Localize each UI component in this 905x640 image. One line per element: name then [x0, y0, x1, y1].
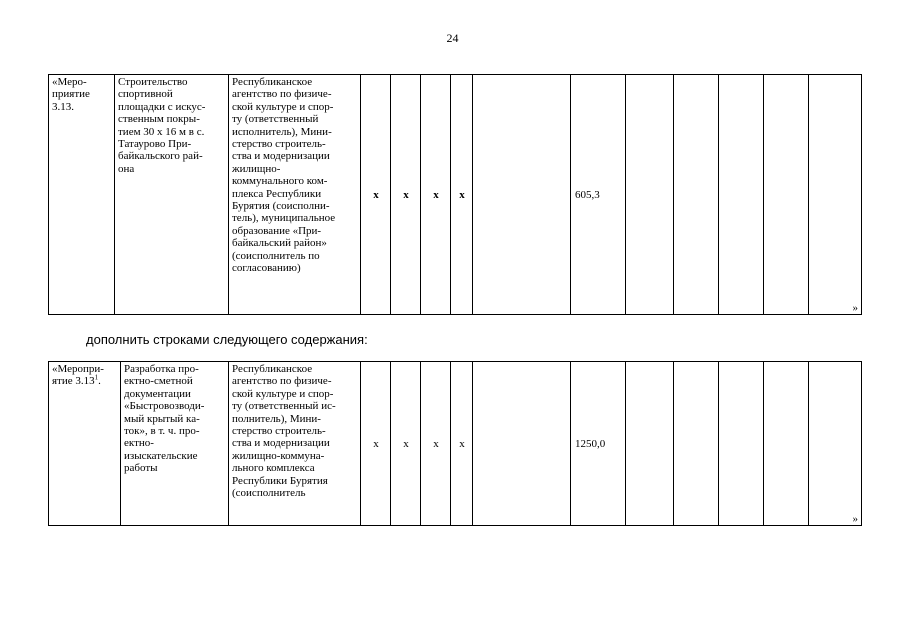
- empty-cell: [626, 362, 674, 526]
- measure-table-added: [48, 361, 862, 526]
- empty-cell: [473, 362, 571, 526]
- x-mark-cell: х: [421, 75, 451, 315]
- x-mark-cell: х: [451, 362, 473, 526]
- table-row: [49, 75, 862, 315]
- empty-cell: [764, 75, 809, 315]
- amendment-paragraph: дополнить строками следующего содержания:: [86, 332, 368, 347]
- measure-name-cell: Строительство спортивной площадки с искус- ственным покры- тием 30 х 16 м в с. Татаурово При- байкальского рай- она: [115, 75, 229, 315]
- x-mark-cell: х: [391, 75, 421, 315]
- measure-number-cell: «Меро- приятие 3.13.: [49, 75, 115, 315]
- measure-table-existing: [48, 74, 862, 315]
- empty-cell: [674, 362, 719, 526]
- executors-cell: Республиканское агентство по физиче- ской культуре и спор- ту (ответственный исполнитель), Мини- стерство строитель- ства и модернизации жилищно- коммунального ком- плекса Республики Бурятия (соисполни- тель), муниципальное образование «При- байкальский район» (соисполнитель по согласованию): [229, 75, 361, 315]
- empty-cell: [719, 75, 764, 315]
- closing-quote-cell: »: [809, 75, 862, 315]
- measure-name-cell: Разработка про- ектно-сметной документации «Быстровозводи- мый крытый ка- ток», в т. ч. про- ектно- изыскательские работы: [121, 362, 229, 526]
- empty-cell: [626, 75, 674, 315]
- x-mark-cell: х: [391, 362, 421, 526]
- page-number: 24: [446, 31, 459, 45]
- x-mark-cell: х: [361, 75, 391, 315]
- measure-number-superscript: 1: [94, 373, 99, 382]
- x-mark-cell: х: [451, 75, 473, 315]
- empty-cell: [719, 362, 764, 526]
- empty-cell: [764, 362, 809, 526]
- measure-number-tail: .: [98, 375, 101, 388]
- table-row: [49, 362, 862, 526]
- x-mark-cell: х: [421, 362, 451, 526]
- closing-quote-cell: »: [809, 362, 862, 526]
- funding-value-cell: 1250,0: [571, 362, 626, 526]
- empty-cell: [473, 75, 571, 315]
- measure-number-text: «Меропри- ятие 3.13: [52, 363, 104, 388]
- measure-number-cell: [49, 362, 121, 526]
- executors-cell: Республиканское агентство по физиче- ской культуре и спор- ту (ответственный ис- полнитель), Мини- стерство строитель- ства и модернизации жилищно-коммуна- льного комплекса Республики Бурятия (соисполнитель: [229, 362, 361, 526]
- empty-cell: [674, 75, 719, 315]
- x-mark-cell: х: [361, 362, 391, 526]
- funding-value-cell: 605,3: [571, 75, 626, 315]
